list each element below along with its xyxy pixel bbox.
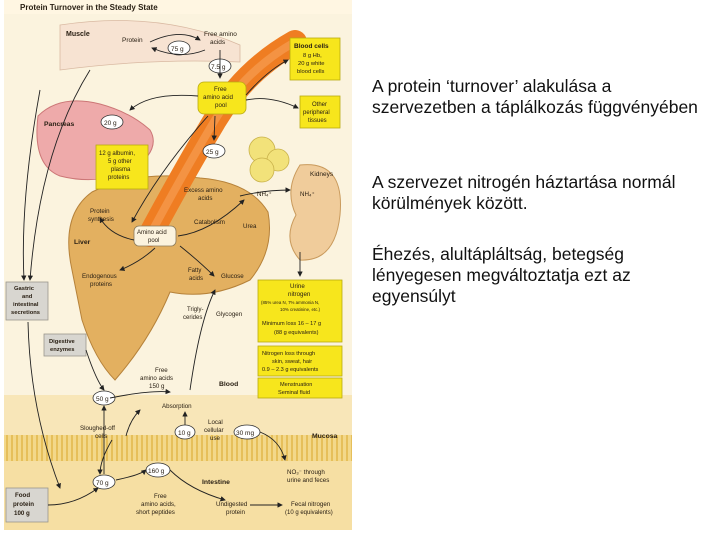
skin-loss-1: Nitrogen loss through xyxy=(262,351,316,357)
intestine-label: Intestine xyxy=(202,479,230,486)
urea-label: Urea xyxy=(243,223,257,230)
amount-10g: 10 g xyxy=(178,430,191,437)
free-aa-short-1: Free xyxy=(154,493,167,500)
free-aa-150-1: Free xyxy=(155,367,168,374)
menstruation-2: Seminal fluid xyxy=(278,390,311,396)
aa-pool-2: pool xyxy=(148,238,160,244)
skin-loss-2: skin, sweat, hair xyxy=(272,359,313,365)
menstruation-1: Menstruation xyxy=(280,382,313,388)
fecal-n-1: Fecal nitrogen xyxy=(291,501,331,508)
undigested-1: Undigested xyxy=(216,501,248,508)
other-tissues-1: Other xyxy=(312,102,328,108)
kidneys-label: Kidneys xyxy=(310,171,334,178)
local-cell-2: cellular xyxy=(204,427,224,434)
free-aa-pool-2: amino acid xyxy=(203,94,233,101)
blood-cells-line-3: blood cells xyxy=(297,69,325,75)
gastric-1: Gastric xyxy=(14,286,34,292)
endogenous-1: Endogenous xyxy=(82,273,117,280)
local-cell-1: Local xyxy=(208,419,223,426)
albumin-4: proteins xyxy=(108,175,130,181)
glucose-label: Glucose xyxy=(221,273,244,280)
glycogen-label: Glycogen xyxy=(216,311,243,318)
food-protein-1: Food xyxy=(15,492,31,499)
slide-paragraph-1: A szervezet nitrogén háztartása normál körülmények között. xyxy=(372,172,676,213)
catabolism-label: Catabolism xyxy=(194,219,225,226)
fatty-acids-1: Fatty xyxy=(188,268,202,274)
free-aa-short-3: short peptides xyxy=(136,509,175,516)
amount-70g: 70 g xyxy=(96,480,109,487)
other-tissues-3: tissues xyxy=(308,118,327,124)
free-aa-pool-3: pool xyxy=(215,102,227,109)
urine-n-2: nitrogen xyxy=(288,291,311,298)
sloughed-1: Sloughed-off xyxy=(80,425,115,432)
free-aa-muscle-2: acids xyxy=(210,39,226,46)
blood-cells-line-1: 8 g Hb, xyxy=(303,53,322,59)
no3-1: NO₃⁻ through xyxy=(287,469,325,476)
nh4-label-b: NH₄⁺ xyxy=(300,191,315,198)
free-aa-pool-1: Free xyxy=(214,86,227,93)
digestive-1: Digestive xyxy=(49,339,75,345)
aa-pool-1: Amino acid xyxy=(137,230,167,236)
albumin-2: 5 g other xyxy=(108,159,132,165)
mucosa-label: Mucosa xyxy=(312,433,338,440)
protein-synthesis-1: Protein xyxy=(90,208,110,215)
mucosa-band xyxy=(4,435,352,461)
pancreas-label: Pancreas xyxy=(44,121,75,128)
fecal-n-2: (10 g equivalents) xyxy=(285,510,333,516)
amount-50g: 50 g xyxy=(96,396,109,403)
no3-2: urine and feces xyxy=(287,477,330,484)
blood-label: Blood xyxy=(219,381,239,388)
endogenous-2: proteins xyxy=(90,281,113,288)
fatty-acids-2: acids xyxy=(189,276,204,282)
free-aa-short-2: amino acids, xyxy=(141,501,176,508)
triglycerides-1: Trigly- xyxy=(187,307,204,313)
undigested-2: protein xyxy=(226,509,245,516)
digestive-2: enzymes xyxy=(50,347,75,353)
amount-20g: 20 g xyxy=(104,120,117,127)
urine-n-1: Urine xyxy=(290,283,305,290)
muscle-protein-label: Protein xyxy=(122,37,143,44)
nh4-label-a: NH₄⁺ xyxy=(257,191,272,198)
urine-n-3: (85% urea N, 7% ammonia N, xyxy=(261,300,320,305)
triglycerides-2: cerides xyxy=(183,315,203,321)
amount-7-5g: 7.5 g xyxy=(211,64,226,71)
local-cell-3: use xyxy=(210,435,220,442)
amount-160g: 160 g xyxy=(148,468,165,475)
amount-75g: 75 g xyxy=(171,46,184,53)
sloughed-2: cells xyxy=(95,433,108,440)
muscle-label: Muscle xyxy=(66,31,90,38)
free-aa-muscle-1: Free amino xyxy=(204,31,237,38)
skin-loss-3: 0.9 – 2.3 g equivalents xyxy=(262,367,319,373)
blood-cells-line-2: 20 g white xyxy=(298,61,325,67)
excess-aa-1: Excess amino xyxy=(184,187,223,194)
slide-paragraph-2: Éhezés, alultápláltság, betegség lényegesen megváltoztatja ezt az egyensúlyt xyxy=(372,244,631,306)
gastric-4: secretions xyxy=(11,310,40,316)
food-protein-3: 100 g xyxy=(14,510,30,517)
albumin-3: plasma xyxy=(111,167,131,173)
liver-label: Liver xyxy=(74,239,91,246)
slide-heading: A protein ‘turnover’ alakulása a szervezetben a táplálkozás függvényében xyxy=(372,76,698,117)
amount-25g: 25 g xyxy=(206,149,219,156)
absorption-label: Absorption xyxy=(162,403,192,410)
diagram-title: Protein Turnover in the Steady State xyxy=(20,3,158,12)
protein-synthesis-2: synthesis xyxy=(88,216,114,223)
food-protein-2: protein xyxy=(13,501,34,508)
free-aa-150-3: 150 g xyxy=(149,383,165,390)
amount-30mg: 30 mg xyxy=(236,430,255,437)
gastric-3: intestinal xyxy=(13,302,39,308)
excess-aa-2: acids xyxy=(198,195,213,202)
free-aa-150-2: amino acids xyxy=(140,375,174,382)
blood-cells-title: Blood cells xyxy=(294,43,329,50)
urine-n-4: 10% creatinine, etc.) xyxy=(280,307,321,312)
albumin-1: 12 g albumin, xyxy=(99,151,136,157)
urine-n-6: (88 g equivalents) xyxy=(274,330,319,336)
urine-n-5: Minimum loss 16 – 17 g xyxy=(262,321,322,327)
gastric-2: and xyxy=(22,294,33,300)
other-tissues-2: peripheral xyxy=(303,110,330,116)
